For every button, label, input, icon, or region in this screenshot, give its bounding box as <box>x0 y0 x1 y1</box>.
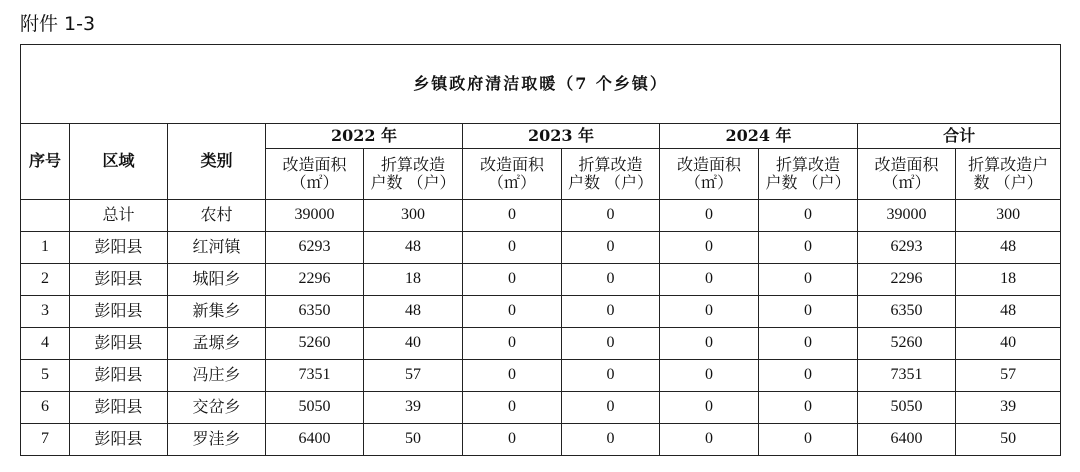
cell-value: 48 <box>364 232 463 264</box>
cell-value: 7351 <box>266 360 364 392</box>
total-row <box>21 200 1061 232</box>
cell-value: 0 <box>463 232 562 264</box>
cell-value: 0 <box>660 296 759 328</box>
header-year-2023: 2023 年 <box>463 124 660 149</box>
cell-value: 0 <box>660 200 759 232</box>
header-total: 合计 <box>858 124 1061 149</box>
cell-region: 总计 <box>70 200 168 232</box>
header-category: 类别 <box>168 124 266 200</box>
cell-region: 彭阳县 <box>70 264 168 296</box>
header-region: 区域 <box>70 124 168 200</box>
cell-seq <box>21 200 70 232</box>
cell-value: 50 <box>364 424 463 456</box>
cell-value: 0 <box>562 200 660 232</box>
cell-value: 0 <box>660 360 759 392</box>
cell-seq: 4 <box>21 328 70 360</box>
cell-value: 0 <box>759 328 858 360</box>
subheader-cell <box>660 149 759 200</box>
table-row <box>21 424 1061 456</box>
cell-region: 彭阳县 <box>70 232 168 264</box>
cell-value: 39000 <box>266 200 364 232</box>
header-seq: 序号 <box>21 124 70 200</box>
cell-value: 57 <box>364 360 463 392</box>
subheader-line: 折算改造 <box>578 154 643 174</box>
subheader-line: （㎡） <box>684 173 733 192</box>
subheader-cell <box>956 149 1061 200</box>
cell-value: 0 <box>660 424 759 456</box>
cell-value: 0 <box>562 392 660 424</box>
subheader-cell <box>364 149 463 200</box>
cell-value: 0 <box>660 264 759 296</box>
cell-value: 0 <box>759 360 858 392</box>
subheader-cell <box>759 149 858 200</box>
cell-value: 0 <box>759 264 858 296</box>
cell-value: 48 <box>364 296 463 328</box>
cell-value: 0 <box>562 232 660 264</box>
table-row <box>21 392 1061 424</box>
cell-value: 5260 <box>858 328 956 360</box>
cell-value: 2296 <box>266 264 364 296</box>
cell-category: 城阳乡 <box>168 264 266 296</box>
cell-value: 39000 <box>858 200 956 232</box>
cell-value: 0 <box>463 360 562 392</box>
cell-value: 6350 <box>266 296 364 328</box>
cell-value: 6400 <box>858 424 956 456</box>
annex-label: 附件 1-3 <box>20 13 96 35</box>
cell-value: 0 <box>759 296 858 328</box>
subheader-cell <box>562 149 660 200</box>
subheader-cell <box>463 149 562 200</box>
subheader-line: 改造面积 <box>479 154 544 174</box>
cell-category: 罗洼乡 <box>168 424 266 456</box>
cell-value: 5260 <box>266 328 364 360</box>
cell-value: 0 <box>562 328 660 360</box>
table-row <box>21 360 1061 392</box>
cell-value: 0 <box>660 328 759 360</box>
cell-region: 彭阳县 <box>70 296 168 328</box>
cell-value: 2296 <box>858 264 956 296</box>
cell-region: 彭阳县 <box>70 424 168 456</box>
cell-value: 40 <box>364 328 463 360</box>
cell-value: 50 <box>956 424 1061 456</box>
table-title: 乡镇政府清洁取暖（7 个乡镇） <box>21 45 1061 124</box>
cell-seq: 7 <box>21 424 70 456</box>
cell-region: 彭阳县 <box>70 392 168 424</box>
cell-value: 0 <box>660 392 759 424</box>
cell-value: 40 <box>956 328 1061 360</box>
cell-value: 6350 <box>858 296 956 328</box>
cell-value: 6293 <box>858 232 956 264</box>
cell-seq: 5 <box>21 360 70 392</box>
cell-value: 0 <box>463 200 562 232</box>
table-row <box>21 264 1061 296</box>
subheader-line: 户数 （户） <box>567 173 654 192</box>
cell-value: 0 <box>463 392 562 424</box>
subheader-line: 改造面积 <box>282 154 347 174</box>
cell-value: 0 <box>759 424 858 456</box>
header-year-2022: 2022 年 <box>266 124 463 149</box>
cell-value: 300 <box>956 200 1061 232</box>
cell-value: 7351 <box>858 360 956 392</box>
cell-value: 39 <box>956 392 1061 424</box>
cell-value: 18 <box>956 264 1061 296</box>
cell-value: 48 <box>956 296 1061 328</box>
cell-category: 冯庄乡 <box>168 360 266 392</box>
cell-value: 39 <box>364 392 463 424</box>
subheader-line: （㎡） <box>290 173 339 192</box>
table-row <box>21 296 1061 328</box>
table-row <box>21 328 1061 360</box>
cell-value: 0 <box>463 264 562 296</box>
heating-table <box>20 44 1061 456</box>
cell-value: 0 <box>562 424 660 456</box>
cell-value: 0 <box>759 392 858 424</box>
cell-value: 0 <box>562 360 660 392</box>
subheader-line: （㎡） <box>882 173 931 192</box>
subheader-cell <box>858 149 956 200</box>
cell-seq: 6 <box>21 392 70 424</box>
cell-value: 0 <box>463 328 562 360</box>
subheader-line: 折算改造 <box>775 154 840 174</box>
cell-value: 5050 <box>266 392 364 424</box>
cell-seq: 2 <box>21 264 70 296</box>
cell-value: 0 <box>562 296 660 328</box>
cell-seq: 1 <box>21 232 70 264</box>
cell-value: 0 <box>759 200 858 232</box>
subheader-line: 折算改造户 <box>968 154 1049 174</box>
cell-category: 交岔乡 <box>168 392 266 424</box>
cell-region: 彭阳县 <box>70 328 168 360</box>
subheader-line: 折算改造 <box>380 154 445 174</box>
subheader-cell <box>266 149 364 200</box>
subheader-line: 户数 （户） <box>765 173 851 192</box>
subheader-line: 户数 （户） <box>370 173 456 192</box>
cell-value: 0 <box>463 424 562 456</box>
header-year-2024: 2024 年 <box>660 124 858 149</box>
cell-value: 6293 <box>266 232 364 264</box>
subheader-line: 改造面积 <box>676 154 741 174</box>
cell-value: 0 <box>463 296 562 328</box>
cell-value: 48 <box>956 232 1061 264</box>
cell-value: 6400 <box>266 424 364 456</box>
cell-value: 0 <box>562 264 660 296</box>
cell-category: 新集乡 <box>168 296 266 328</box>
subheader-line: 改造面积 <box>874 154 939 174</box>
cell-value: 5050 <box>858 392 956 424</box>
cell-value: 0 <box>759 232 858 264</box>
subheader-line: （㎡） <box>487 173 536 192</box>
cell-category: 红河镇 <box>168 232 266 264</box>
cell-category: 孟塬乡 <box>168 328 266 360</box>
cell-value: 0 <box>660 232 759 264</box>
table-row <box>21 232 1061 264</box>
cell-value: 300 <box>364 200 463 232</box>
cell-value: 57 <box>956 360 1061 392</box>
cell-value: 18 <box>364 264 463 296</box>
cell-seq: 3 <box>21 296 70 328</box>
cell-category: 农村 <box>168 200 266 232</box>
subheader-line: 数 （户） <box>973 173 1043 192</box>
cell-region: 彭阳县 <box>70 360 168 392</box>
